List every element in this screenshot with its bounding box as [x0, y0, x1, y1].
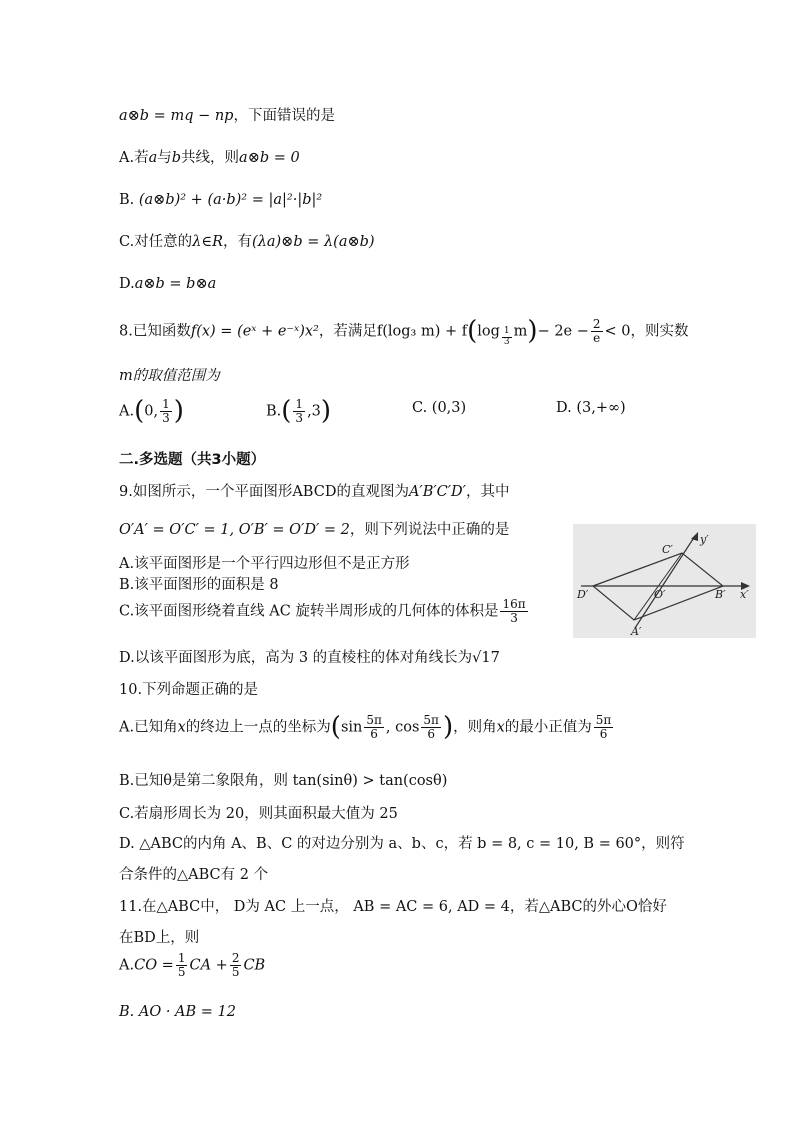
- q10-option-c: C.若扇形周长为 20，则其面积最大值为 25: [119, 806, 398, 822]
- q8-frac-2e: [591, 318, 603, 345]
- q8-option-b-frac-den: 3: [295, 411, 304, 426]
- q11-a-v1: CA +: [189, 957, 228, 974]
- q10-a-prefix: A.已知角: [119, 719, 178, 736]
- q8-stem-tail: ，则实数: [630, 323, 689, 340]
- q9-figure: [573, 524, 756, 638]
- q10-a-frac-3-den: 6: [599, 727, 608, 742]
- q8-frac-2e-den: e: [593, 331, 601, 346]
- q8-log-base: [502, 327, 512, 348]
- q11-a-frac-1: [176, 952, 188, 979]
- q11-a-frac-1-num: 1: [177, 951, 186, 965]
- label-o: O′: [654, 588, 666, 601]
- q9-option-b: B.该平面图形的面积是 8: [119, 577, 279, 593]
- q8-options: [119, 396, 679, 440]
- q7-definition-expr: a⊗b = mq − np: [119, 108, 234, 124]
- q8-paren-open: (: [467, 316, 478, 346]
- q8-option-b-frac: [293, 398, 305, 425]
- q9-option-d-text: D.以该平面图形为底，高为 3 的直棱柱的体对角线长为: [119, 650, 473, 666]
- q10-option-d-line2: 合条件的△ABC有 2 个: [119, 867, 269, 883]
- q8-stem-line2-text: m的取值范围为: [119, 368, 220, 384]
- label-a: A′: [631, 625, 642, 638]
- q11-a-frac-2-num: 2: [231, 951, 240, 965]
- q10-a-frac-2-den: 6: [427, 727, 435, 742]
- q7-d-label: D.: [119, 276, 135, 292]
- q7-c-mid: ，有: [223, 234, 253, 250]
- q7-option-b: [119, 192, 322, 209]
- q9-stem: [119, 484, 675, 501]
- q8-option-b-val: ,3: [307, 403, 321, 420]
- q8-cond-m: m: [513, 323, 528, 340]
- q9-cond-tail: ，则下列说法中正确的是: [349, 522, 510, 538]
- q8-paren-close: ): [527, 316, 538, 346]
- q10-option-d-line1: D. △ABC的内角 A、B、C 的对边分别为 a、b、c，若 b = 8, c = 10, B = 60°，则符: [119, 836, 685, 852]
- q8-option-b-frac-num: 1: [295, 396, 304, 411]
- label-x: x′: [740, 588, 749, 601]
- q10-a-paren-open: (: [330, 712, 341, 742]
- q7-a-vec-a: a: [148, 150, 158, 166]
- q10-a-frac-1-num: 5π: [366, 712, 382, 727]
- q8-stem: [119, 316, 689, 347]
- q9-option-c-frac: [500, 598, 527, 625]
- q8-option-a-frac-num: 1: [162, 396, 170, 411]
- q8-option-a-frac: [160, 398, 172, 425]
- q9-figure-svg: [573, 524, 756, 638]
- q10-a-mid2: ，则角: [453, 719, 497, 736]
- q8-stem-line2: [119, 368, 220, 385]
- q7-definition-tail: ，下面错误的是: [233, 108, 335, 124]
- q8-log-base-den: 3: [503, 336, 510, 347]
- q11-option-b-text: B. AO · AB = 12: [119, 1004, 237, 1020]
- q9-option-c: [119, 598, 530, 625]
- q10-a-frac-2-num: 5π: [423, 712, 439, 727]
- q7-a-mid: 与: [157, 150, 172, 166]
- q9-stem-b: A′B′C′D′: [408, 484, 466, 500]
- q9-option-d-val: √17: [472, 650, 500, 666]
- q10-a-frac-3: [594, 714, 614, 741]
- q9-stem-a: 9.如图所示，一个平面图形ABCD的直观图为: [119, 484, 409, 500]
- q10-a-x: x: [177, 719, 186, 736]
- q9-option-c-den: 3: [510, 611, 518, 626]
- q7-option-a: [119, 150, 300, 167]
- q10-stem: 10.下列命题正确的是: [119, 682, 259, 698]
- q8-cond-log: log: [477, 323, 500, 340]
- q7-option-d: [119, 276, 216, 293]
- q10-a-x2: x: [496, 719, 505, 736]
- q10-a-cos: , cos: [385, 719, 420, 736]
- q7-b-expr: (a⊗b)² + (a·b)² = |a|²·|b|²: [138, 192, 323, 208]
- q11-option-a: [119, 952, 265, 979]
- q10-option-b: B.已知θ是第二象限角，则 tan(sinθ) > tan(cosθ): [119, 773, 448, 789]
- q9-option-c-text: C.该平面图形绕着直线 AC 旋转半周形成的几何体的体积是: [119, 603, 499, 620]
- q8-frac-2e-num: 2: [592, 316, 601, 331]
- q9-option-c-num: 16π: [502, 597, 526, 611]
- q7-a-post: 共线，则: [181, 150, 240, 166]
- q7-a-eq: a⊗b = 0: [239, 150, 300, 166]
- q7-c-expr: (λa)⊗b = λ(a⊗b): [252, 234, 375, 250]
- q11-option-b: [119, 1004, 236, 1021]
- q8-function: f(x) = (eˣ + e⁻ˣ)x²: [190, 323, 319, 340]
- q8-a-paren-open: (: [134, 396, 145, 426]
- q7-a-vec-b: b: [171, 150, 182, 166]
- q11-a-v2: CB: [243, 957, 266, 974]
- q9-option-a: A.该平面图形是一个平行四边形但不是正方形: [119, 556, 410, 572]
- q9-condition: [119, 522, 509, 539]
- q8-option-a-val: 0,: [144, 403, 159, 420]
- q7-c-prefix: C.对任意的: [119, 234, 193, 250]
- q8-b-paren-open: (: [281, 396, 292, 426]
- label-c: C′: [662, 543, 673, 556]
- q8-option-b: [266, 396, 331, 427]
- q10-a-mid: 的终边上一点的坐标为: [185, 719, 331, 736]
- q8-b-paren-close: ): [320, 396, 332, 426]
- q11-a-frac-1-den: 5: [177, 965, 186, 980]
- q7-b-label: B.: [119, 192, 135, 208]
- q9-stem-c: ，其中: [465, 484, 510, 500]
- label-b: B′: [715, 588, 726, 601]
- q9-cond-expr: O′A′ = O′C′ = 1, O′B′ = O′D′ = 2: [119, 522, 350, 538]
- q11-a-frac-2-den: 5: [231, 965, 240, 980]
- q8-a-paren-close: ): [173, 396, 184, 426]
- label-y: y′: [700, 533, 709, 546]
- q10-a-tail: 的最小正值为: [504, 719, 592, 736]
- label-d: D′: [577, 588, 589, 601]
- q7-c-lambda: λ∈R: [192, 234, 224, 250]
- q11-stem-line1: 11.在△ABC中， D为 AC 上一点， AB = AC = 6, AD = 4，若△ABC的外心O恰好: [119, 899, 667, 915]
- q8-option-a-label: A.: [119, 403, 135, 420]
- q9-option-d: [119, 650, 500, 667]
- q10-a-frac-1: [364, 714, 384, 741]
- q8-option-b-label: B.: [266, 403, 282, 420]
- q10-a-frac-3-num: 5π: [595, 712, 612, 727]
- section-2-heading: 二.多选题（共3小题）: [119, 452, 266, 468]
- q8-log-base-num: 1: [503, 325, 510, 336]
- q8-stem-prefix: 8.已知函数: [119, 323, 191, 340]
- q10-a-frac-1-den: 6: [370, 727, 378, 742]
- q8-cond-a: f(log₃ m) + f: [376, 323, 468, 340]
- q7-definition-line: [119, 108, 335, 125]
- q8-option-d: D. (3,+∞): [556, 400, 626, 416]
- q11-a-frac-2: [230, 952, 242, 979]
- q8-cond-lt: < 0: [604, 323, 631, 340]
- q10-a-paren-close: ): [442, 712, 454, 742]
- q11-a-lhs: CO =: [134, 957, 174, 974]
- q7-d-expr: a⊗b = b⊗a: [134, 276, 217, 292]
- q7-a-prefix: A.若: [119, 150, 149, 166]
- q8-cond-2e: − 2e −: [537, 323, 589, 340]
- q10-a-sin: sin: [340, 719, 363, 736]
- q11-a-prefix: A.: [119, 957, 135, 974]
- q10-a-frac-2: [421, 714, 441, 741]
- q8-option-c: C. (0,3): [412, 400, 467, 416]
- q10-option-a: [119, 712, 615, 743]
- q8-option-a: [119, 396, 184, 427]
- q8-option-a-frac-den: 3: [162, 411, 170, 426]
- q7-option-c: [119, 234, 375, 251]
- q8-stem-mid: ，若满足: [318, 323, 377, 340]
- q11-stem-line2: 在BD上，则: [119, 930, 200, 946]
